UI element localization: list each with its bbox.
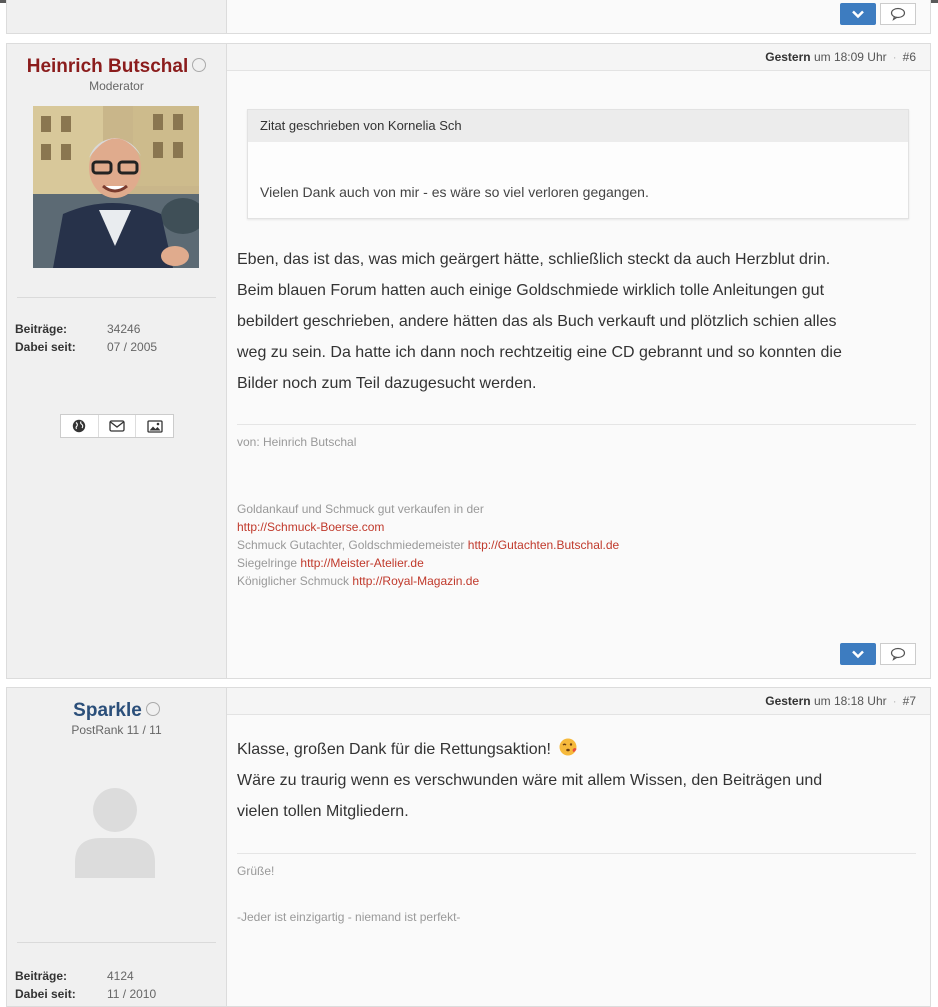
header-separator: · (892, 694, 897, 708)
author-rank: PostRank 11 / 11 (71, 723, 162, 737)
post-body-line: Eben, das ist das, was mich geärgert hätte, schließlich steckt da auch Herzblut drin. (237, 251, 831, 268)
author-rank: Moderator (89, 79, 144, 93)
sidebar-divider (17, 297, 216, 298)
post-number-link[interactable]: #6 (902, 50, 916, 64)
quote-text: Vielen Dank auch von mir - es wäre so viel verloren gegangen. (260, 184, 649, 200)
post-sidebar (7, 0, 227, 33)
post-body-line: Wäre zu traurig wenn es verschwunden wäre mit allem Wissen, den Beiträgen und (237, 772, 823, 789)
sidebar-divider (17, 942, 216, 943)
member-since-value: 11 / 2010 (107, 987, 157, 1001)
signature-link[interactable]: http://Schmuck-Boerse.com (237, 520, 385, 534)
post-body-line: weg zu sein. Da hatte ich dann noch rechtzeitig eine CD gebrannt und so konnten die (237, 344, 842, 361)
message-button[interactable] (99, 415, 137, 437)
image-icon (147, 420, 163, 433)
post-header (227, 44, 930, 71)
signature-line: Siegelringe (237, 556, 298, 570)
post-body-line: vielen tollen Mitgliedern. (237, 803, 409, 820)
header-separator: · (892, 50, 897, 64)
signature-link[interactable]: http://Gutachten.Butschal.de (467, 538, 620, 552)
speech-bubble-icon (890, 647, 906, 661)
author-contact-buttons (60, 414, 174, 438)
post-body (237, 734, 822, 827)
post-body-line: bebildert geschrieben, andere hätten das als Buch verkauft und plötzlich schien alles (237, 313, 837, 330)
member-since-label: Dabei seit: (15, 340, 76, 354)
signature-line: Königlicher Schmuck (237, 574, 350, 588)
posts-count: 34246 (107, 322, 141, 336)
posts-count: 4124 (107, 969, 134, 983)
posts-label: Beiträge: (15, 969, 68, 983)
mail-icon (109, 420, 125, 432)
globe-icon (72, 419, 86, 433)
chevron-down-icon (852, 650, 864, 659)
quote-block (247, 109, 909, 219)
website-button[interactable] (61, 415, 99, 437)
offline-status-icon (146, 702, 160, 716)
chevron-down-icon (852, 10, 864, 19)
post-date-time: um 18:18 Uhr (813, 694, 887, 708)
post-body (237, 244, 842, 399)
offline-status-icon (192, 58, 206, 72)
post-body-line: Klasse, großen Dank für die Rettungsaktion! (237, 741, 551, 758)
avatar[interactable] (33, 106, 199, 268)
post-main (227, 44, 930, 678)
reply-button[interactable] (880, 643, 916, 665)
post-main (227, 688, 930, 1006)
signature-divider (237, 853, 916, 854)
signature-line: Schmuck Gutachter, Goldschmiedemeister (237, 538, 465, 552)
post-sidebar (7, 44, 227, 678)
post-main (227, 0, 930, 33)
author-name (7, 56, 226, 78)
quote-author: Zitat geschrieben von Kornelia Sch (248, 110, 908, 142)
member-since-value: 07 / 2005 (107, 340, 158, 354)
gallery-button[interactable] (136, 415, 173, 437)
author-stats (15, 320, 157, 356)
reply-button[interactable] (880, 3, 916, 25)
signature-link[interactable]: http://Royal-Magazin.de (352, 574, 480, 588)
expand-button[interactable] (840, 643, 876, 665)
post-7 (6, 687, 931, 1007)
signature-link[interactable]: http://Meister-Atelier.de (300, 556, 424, 570)
signature-motto: -Jeder ist einzigartig - niemand ist perfekt- (237, 910, 461, 924)
author-link[interactable]: Sparkle (73, 700, 142, 721)
author-stats (15, 967, 156, 1003)
post-body-line: Beim blauen Forum hatten auch einige Goldschmiede wirklich tolle Anleitungen gut (237, 282, 825, 299)
post-previous (6, 0, 931, 34)
post-actions (840, 3, 916, 25)
author-link[interactable]: Heinrich Butschal (26, 56, 189, 77)
post-body-line: Bilder noch zum Teil dazugesucht werden. (237, 375, 537, 392)
signature (237, 500, 619, 590)
kiss-emoji-icon (558, 737, 578, 757)
signature-divider (237, 424, 916, 425)
signature-greeting: Grüße! (237, 864, 275, 878)
signature-line: Goldankauf und Schmuck gut verkaufen in der (237, 502, 484, 516)
default-avatar-icon (73, 786, 157, 878)
post-sidebar (7, 688, 227, 1006)
post-number-link[interactable]: #7 (902, 694, 916, 708)
post-6 (6, 43, 931, 679)
avatar[interactable] (73, 786, 157, 883)
author-name (7, 700, 226, 722)
post-date-time: um 18:09 Uhr (813, 50, 887, 64)
member-since-label: Dabei seit: (15, 987, 76, 1001)
posts-label: Beiträge: (15, 322, 68, 336)
post-date-day: Gestern (765, 694, 811, 708)
signature-from: von: Heinrich Butschal (237, 435, 357, 449)
post-header (227, 688, 930, 715)
expand-button[interactable] (840, 3, 876, 25)
post-actions (840, 643, 916, 665)
post-date-day: Gestern (765, 50, 811, 64)
speech-bubble-icon (890, 7, 906, 21)
avatar-photo-image (33, 106, 199, 268)
